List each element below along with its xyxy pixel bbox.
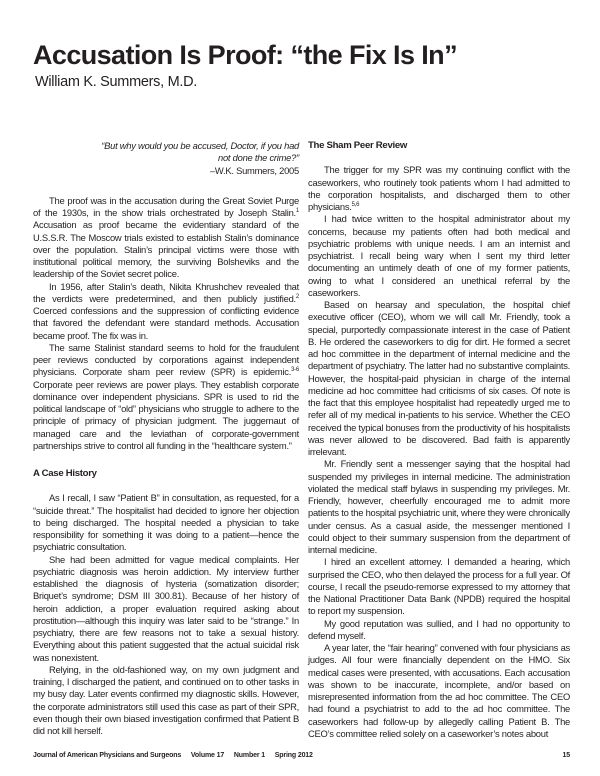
section-heading-case-history: A Case History — [33, 468, 97, 479]
paragraph: Based on hearsay and speculation, the hospital chief executive officer (CEO), whom we will call Mr. Friendly, took a special, purportedly compassionate interest in the case of Patient B. He ordered the caseworkers to dig for dirt. He formed a secret ad hoc committee in the department of internal medicine and the department of psychiatry. The latter had no substantive complaints. However, the hospital-paid physician in charge of the internal medicine ad hoc committee had criticisms of six cases. Of note is the fact that this employee hospitalist had repeatedly urged me to refer all of my medical in-patients to his service. Whether the CEO received the typical bonuses from the productivity of his hospitalists was never allowed to be discovered. Bad faith is apparently irrelevant. — [308, 299, 570, 457]
left-column — [33, 140, 299, 737]
epigraph-source: –W.K. Summers, 2005 — [209, 164, 299, 176]
article-author: William K. Summers, M.D. — [35, 74, 197, 90]
journal-name: Journal of American Physicians and Surgeons — [33, 752, 182, 759]
journal-volume: Volume 17 — [190, 752, 225, 759]
paragraph-text: The same Stalinist standard seems to hold for the fraudulent peer reviews conducted by corporations against independent physicians. Corporate sham peer review (SPR) is epidemic. — [33, 341, 299, 378]
paragraph: Mr. Friendly sent a messenger saying that the hospital had suspended my privileges in internal medicine. The administration violated the medical staff bylaws in suspending my privileges. Mr. Friendly, however, cheerfully encouraged me to admit more patients to the hospital psychiatric unit, where they were chronically under census. As a casual aside, the messenger mentioned I could object to their summary suspension from the department of internal medicine. — [308, 458, 570, 555]
footnote-ref: 1 — [295, 208, 299, 214]
page-number: 15 — [562, 752, 570, 759]
paragraph: As I recall, I saw “Patient B” in consultation, as requested, for a “suicide threat.” The hospitalist had decided to ignore her objection to being discharged. The hospital needed a physician to take responsibility for something it was doing to a patient—hence the psychiatric consultation. — [33, 492, 299, 553]
paragraph-text: In 1956, after Stalin’s death, Nikita Khrushchev revealed that the verdicts were predetermined, and then publicly justified. — [33, 280, 299, 304]
paragraph — [33, 281, 299, 342]
article-title: Accusation Is Proof: “the Fix Is In” — [33, 40, 457, 70]
paragraph-text: Coerced confessions and the suppression of conflicting evidence that favored the defendant were standard methods. Accusation became proof. The fix was in. — [33, 305, 299, 341]
paragraph: My good reputation was sullied, and I had no opportunity to defend myself. — [308, 617, 570, 641]
paragraph: A year later, the “fair hearing” convened with four physicians as judges. All four were financially dependent on the HMO. Six medical cases were presented, with accusations. Each accusation was shown to be inaccurate, incomplete, and/or based on misrepresented information from the ad hoc committee. The CEO had found a psychiatrist to add to the ad hoc committee. The caseworkers had follow-up by allegedly calling Patient B. The CEO’s committee relied solely on a caseworker’s notes about — [308, 642, 570, 739]
journal-issue: Spring 2012 — [274, 752, 313, 759]
paragraph: She had been admitted for vague medical complaints. Her psychiatric diagnosis was heroin addiction. My interview further established the diagnosis of hysteria (somatization disorder; Briquet’s syndrome; DSM III 300.81). Because of her history of heroin addiction, a proper evaluation required asking about prostitution—although this inquiry was later said to be “strange.” In psychiatry, there are few reasons not to take a sexual history. Everything about this patient suggested that the actual suicidal risk was nonexistent. — [33, 553, 299, 663]
paragraph-text: Corporate peer reviews are power plays. They establish corporate dominance over independent physicians. SPR is used to rid the political landscape of “old” physicians who struggle to adhere to the principle of primacy of physician judgment. The juggernaut of managed care and the leviathan of corporate-government partnerships strive to control all funding in the “healthcare system.” — [33, 378, 299, 451]
paragraph: I had twice written to the hospital administrator about my concerns, because my patients often had both medical and psychiatric problems with unique needs. I am an internist and psychiatrist. I recall being wary when I sent my third letter documenting an untimely death of one of my former patients, owing to what I considered an unethical referral by the caseworkers. — [308, 213, 570, 298]
paragraph — [33, 342, 299, 452]
paragraph — [33, 195, 299, 281]
epigraph-quote: “But why would you be accused, Doctor, if you had not done the crime?” — [101, 140, 299, 164]
footnote-ref: 5,6 — [351, 202, 360, 208]
paragraph: I hired an excellent attorney. I demanded a hearing, which surprised the CEO, who then delayed the process for a full year. Of course, I recall the pseudo-remorse expressed to my attorney that the National Practitioner Data Bank (NPDB) required the hospital to report my suspension. — [308, 556, 570, 617]
right-column — [308, 140, 570, 740]
journal-number: Number 1 — [233, 752, 265, 759]
paragraph-text: The trigger for my SPR was my continuing conflict with the caseworkers, who routinely took patients whom I had admitted to the corporation hospitalists, and discharged them to other physicians. — [308, 164, 570, 212]
footnote-ref: 3-6 — [291, 367, 299, 374]
section-heading-sham-peer-review: The Sham Peer Review — [308, 140, 408, 151]
paragraph — [308, 164, 570, 213]
footnote-ref: 2 — [295, 293, 299, 300]
paragraph-text: Accusation as proof became the evidentiary standard of the U.S.S.R. The Moscow trials existed to establish Stalin’s dominance over the population. Stalin’s principal victims were those with institutional political memory, the surviving Bolsheviks and the leadership of the Soviet secret police. — [33, 219, 299, 280]
paragraph-text: The proof was in the accusation during the Great Soviet Purge of the 1930s, in the show trials orchestrated by Joseph Stalin. — [33, 194, 299, 218]
page-footer — [33, 752, 570, 759]
paragraph: Relying, in the old-fashioned way, on my own judgment and training, I discharged the patient, and continued on to other tasks in my busy day. Later events confirmed my diagnostic skills. However, the corporate administrators still used this case as part of their SPR, even though their own biased investigation confirmed that Patient B did not kill herself. — [33, 663, 299, 736]
